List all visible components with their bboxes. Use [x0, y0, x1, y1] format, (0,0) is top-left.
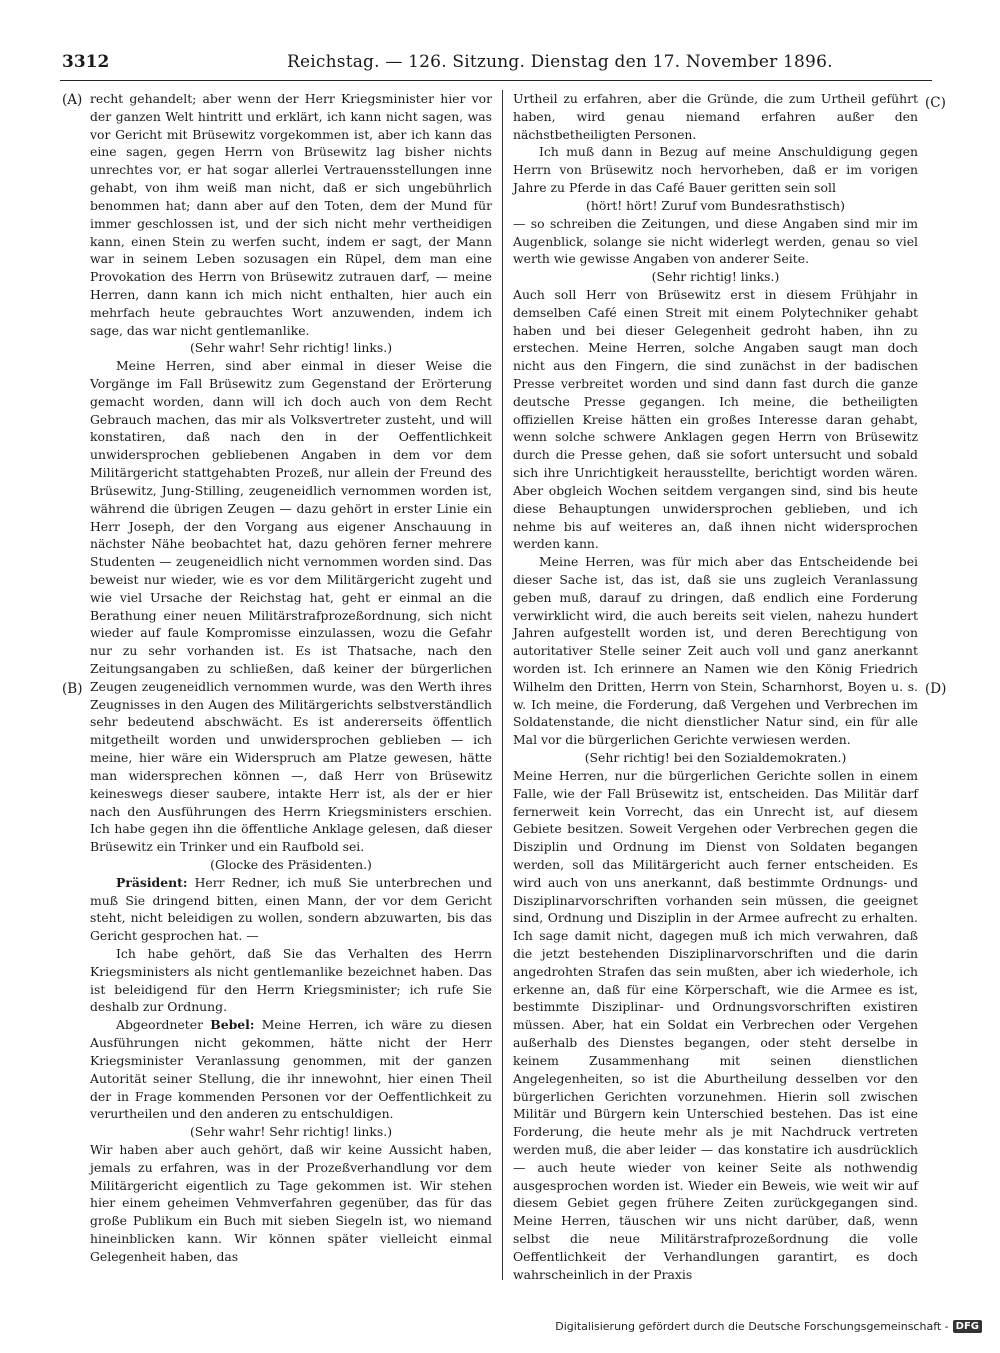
paragraph-text: (Sehr richtig! bei den Sozialdemokraten.) [584, 750, 847, 766]
footer-credit [555, 1320, 982, 1333]
paragraph [513, 143, 918, 196]
margin-marker-d: (D) [925, 681, 947, 697]
paragraph-text: (Sehr wahr! Sehr richtig! links.) [189, 1124, 393, 1140]
paragraph-text: Urtheil zu erfahren, aber die Gründe, die zum Urtheil geführt haben, wird genau niemand erfahren außer den nächstbetheiligten Personen. [513, 91, 918, 142]
speaker-prefix: Abgeordneter [116, 1017, 211, 1033]
header-title: Reichstag. — 126. Sitzung. Dienstag den 17. November 1896. [287, 52, 833, 72]
interjection [90, 856, 492, 874]
interjection [90, 1123, 492, 1141]
paragraph-text: Meine Herren, was für mich aber das Entscheidende bei dieser Sache ist, das ist, daß sie uns zugleich Veranlassung geben muß, darauf zu dringen, daß endlich eine Forderung verwirklicht wird, die auch bereits seit vielen, nahezu hundert Jahren aufgestellt worden ist, und deren Berechtigung von autoritativer Stelle seiner Zeit auch voll und ganz anerkannt worden ist. Ich erinnere an Namen wie den König Friedrich Wilhelm den Dritten, Herrn von Stein, Scharnhorst, Boyen u. s. w. Ich meine, die Forderung, daß Vergehen und Verbrechen im Soldatenstande, die nicht dienstlicher Natur sind, ein für alle Mal vor die bürgerlichen Gerichte verwiesen werden. [513, 554, 918, 748]
running-header [62, 52, 932, 78]
paragraph [90, 1016, 492, 1123]
paragraph-text: (Sehr richtig! links.) [651, 269, 780, 285]
paragraph [90, 945, 492, 1016]
paragraph-text: Ich habe gehört, daß Sie das Verhalten des Herrn Kriegsministers als nicht gentlemanlike bezeichnet haben. Das ist beleidigend für den Herrn Kriegsminister; ich rufe Sie deshalb zur Ordnung. [90, 946, 492, 1015]
paragraph-text: (Glocke des Präsidenten.) [210, 856, 372, 872]
margin-marker-b: (B) [62, 681, 83, 697]
speaker-name: Bebel: [210, 1017, 255, 1033]
paragraph-text: Herr Redner, ich muß Sie unterbrechen und muß Sie dringend bitten, einen Mann, der vor dem Gericht steht, nicht beleidigen zu wollen, sondern abzuwarten, bis das Gericht gesprochen hat. — [90, 874, 492, 944]
margin-marker-c: (C) [925, 95, 946, 111]
paragraph [513, 286, 918, 553]
paragraph [90, 1141, 492, 1266]
paragraph [90, 357, 492, 856]
paragraph-text: recht gehandelt; aber wenn der Herr Kriegsminister hier vor der ganzen Welt hintritt und erklärt, ich kann nicht sagen, was vor Gericht mit Brüsewitz vorgekommen ist, aber ich kann das eine sagen, gegen Herrn von Brüsewitz lag bisher nichts unrechtes vor, er hat sogar allerlei Vertrauensstellungen inne gehabt, von ihm weiß man nicht, daß er sich ungebührlich benommen hat; dann aber auf den Toten, dem der Mund für immer geschlossen ist, und der sich nicht mehr vertheidigen kann, einen Stein zu werfen sucht, indem er sagt, der Mann war in seinem Leben sozusagen ein Rüpel, dem man eine Provokation des Herrn von Brüsewitz zutrauen darf, — meine Herren, dann kann ich mich nicht enthalten, hier auch ein mehrfach heute gebrauchtes Wort anzuwenden, indem ich sage, das war nicht gentlemanlike. [90, 91, 492, 338]
dfg-logo: DFG [953, 1320, 982, 1333]
paragraph-text: (Sehr wahr! Sehr richtig! links.) [189, 340, 393, 356]
left-column [90, 90, 492, 1266]
paragraph [513, 767, 918, 1284]
margin-marker-a: (A) [62, 92, 83, 108]
interjection [513, 197, 918, 215]
interjection [513, 268, 918, 286]
paragraph-text: — so schreiben die Zeitungen, und diese Angaben sind mir im Augenblick, solange sie nicht widerlegt werden, genau so viel werth wie gewisse Angaben von anderer Seite. [513, 215, 918, 267]
header-rule [60, 80, 932, 81]
paragraph-text: Meine Herren, ich wäre zu diesen Ausführungen nicht gekommen, hätte nicht der Herr Kriegsminister Veranlassung genommen, mit der ganzen Autorität seiner Stellung, die ihr innewohnt, hier einen Theil der in Frage kommenden Personen vor der Oeffentlichkeit zu verurtheilen und den anderen zu entschuldigen. [90, 1017, 493, 1122]
paragraph [513, 553, 918, 749]
footer-text: Digitalisierung gefördert durch die Deutsche Forschungsgemeinschaft - [555, 1320, 949, 1333]
right-column [513, 90, 918, 1283]
paragraph [513, 90, 918, 143]
interjection [90, 339, 492, 357]
column-divider [502, 90, 503, 1280]
paragraph-text: Auch soll Herr von Brüsewitz erst in diesem Frühjahr in demselben Café einen Streit mit einem Polytechniker gehabt haben und bei dieser Gelegenheit gedroht haben, ihn zu erstechen. Meine Herren, solche Angaben saugt man doch nicht aus den Fingern, die sind zunächst in der badischen Presse verbreitet worden und sind dann fast durch die ganze deutsche Presse gegangen. Ich meine, die betheiligten offiziellen Kreise hätten ein großes Interesse daran gehabt, wenn solche schwere Anklagen gegen Herrn von Brüsewitz durch die Presse gehen, daß sie sofort untersucht und sobald sich ihre Unrichtigkeit herausstellte, berichtigt worden wären. Aber obgleich Wochen seitdem vergangen sind, sind bis heute diese Behauptungen unwidersprochen geblieben, und ich nehme bis auf weiteres an, daß ihnen nicht widersprochen werden kann. [513, 286, 918, 552]
paragraph-text: Meine Herren, nur die bürgerlichen Gerichte sollen in einem Falle, wie der Fall Brüsewitz ist, entscheiden. Das Militär darf fernerweit kein Vorrecht, das ein Unrecht ist, auf diesem Gebiete besitzen. Soweit Vergehen oder Verbrechen gegen die Disziplin und Ordnung im Dienst von Soldaten begangen werden, soll das Militärgericht auch ferner entscheiden. Es wird auch von uns anerkannt, daß bestimmte Ordnungs- und Disziplinarvorschriften vorhanden sein müssen, die geeignet sind, Ordnung und Disziplin in der Armee aufrecht zu erhalten. Ich sage damit nicht, dagegen muß ich mich verwahren, daß die jetzt bestehenden Disziplinarvorschriften und die darin angedrohten Strafen das sein mußten, aber ich wiederhole, ich erkenne an, daß für eine Körperschaft, wie die Armee es ist, bestimmte Disziplinar- und Ordnungsvorschriften existiren müssen. Aber, hat ein Soldat ein Verbrechen oder Vergehen außerhalb des Dienstes begangen, oder steht derselbe in keinem Zusammenhang mit seinen dienstlichen Angelegenheiten, so ist die Aburtheilung desselben vor den bürgerlichen Gerichten vorzunehmen. Hierin soll zwischen Militär und Bürgern kein Unterschied bestehen. Das ist eine Forderung, die heute mehr als je mit Nachdruck vertreten werden muß, die aber leider — das konstatire ich ausdrücklich — auch heute wieder von keiner Seite als nothwendig ausgesprochen worden ist. Wieder ein Beweis, wie weit wir auf diesem Gebiet gegen frühere Zeiten zurückgegangen sind. Meine Herren, täuschen wir uns nicht darüber, daß, wenn selbst die neue Militärstrafprozeßordnung die volle Oeffentlichkeit der Verhandlungen garantirt, es doch wahrscheinlich in der Praxis [513, 767, 918, 1282]
paragraph-text: (hört! hört! Zuruf vom Bundesrathstisch) [586, 197, 845, 213]
paragraph [513, 215, 918, 268]
paragraph-text: Meine Herren, sind aber einmal in dieser Weise die Vorgänge im Fall Brüsewitz zum Gegenstand der Erörterung gemacht worden, dann will ich doch auch von dem Recht Gebrauch machen, das mir als Volksvertreter zusteht, und will konstatiren, daß nach den in der Oeffentlichkeit unwidersprochen gebliebenen Angaben in dem vor dem Militärgericht stattgehabten Prozeß, nur allein der Freund des Brüsewitz, Jung-Stilling, zeugeneidlich vernommen worden ist, während die übrigen Zeugen — dazu gehört in erster Linie ein Herr Joseph, der den Vorgang aus eigener Anschauung in nächster Nähe beobachtet hat, dazu gehören ferner mehrere Studenten — zeugeneidlich nicht vernommen worden sind. Das beweist nur wieder, wie es vor dem Militärgericht zugeht und wie viel Ursache der Reichstag hat, geht er einmal an die Berathung einer neuen Militärstrafprozeßordnung, sich nicht wieder auf faule Kompromisse einzulassen, wozu die Gefahr nur zu sehr vorhanden ist. Es ist Thatsache, nach den Zeitungsangaben zu schließen, daß keiner der bürgerlichen Zeugen zeugeneidlich vernommen wurde, was den Werth ihres Zeugnisses in den Augen des Militärgerichts selbstverständlich sehr bedeutend abschwächt. Es ist andererseits öffentlich mitgetheilt worden und unwidersprochen geblieben — ich meine, hier wäre ein Widerspruch am Platze gewesen, hätte man widersprechen können —, daß Herr von Brüsewitz keineswegs dieser saubere, intakte Herr ist, als der er hier nach den Ausführungen des Herrn Kriegsministers erschien. Ich habe gegen ihn die öffentliche Anklage gelesen, daß dieser Brüsewitz ein Trinker und ein Raufbold sei. [90, 358, 492, 855]
paragraph [90, 874, 492, 945]
speaker-name: Präsident: [116, 874, 188, 890]
interjection [513, 749, 918, 767]
paragraph-text: Wir haben aber auch gehört, daß wir keine Aussicht haben, jemals zu erfahren, was in der Prozeßverhandlung vor dem Militärgericht eigentlich zu Tage gekommen ist. Wir stehen hier einem geheimen Vehmverfahren gegenüber, das für das große Publikum ein Buch mit sieben Siegeln ist, wo niemand hineinblicken kann. Wir können später vielleicht einmal Gelegenheit haben, das [90, 1141, 492, 1264]
page-number: 3312 [62, 52, 110, 72]
paragraph [90, 90, 492, 339]
paragraph-text: Ich muß dann in Bezug auf meine Anschuldigung gegen Herrn von Brüsewitz noch hervorheben, daß er im vorigen Jahre zu Pferde in das Café Bauer geritten sein soll [513, 144, 918, 196]
